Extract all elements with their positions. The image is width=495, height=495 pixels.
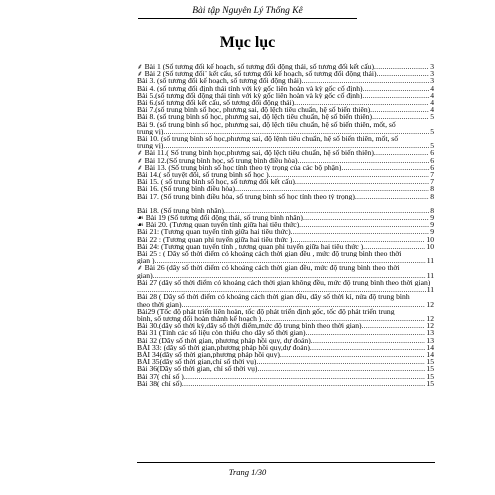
dot-leader <box>363 243 425 250</box>
toc-entry-text: theo thời gian) <box>137 300 182 308</box>
dot-leader <box>362 322 426 329</box>
dot-leader <box>235 185 429 192</box>
toc-page-number: 4 <box>430 106 434 114</box>
toc-entry-text: Bài 8. (số trung bình số học, phương sai, độ lệch tiêu chuẩn, hệ số biến thiên) <box>137 113 373 121</box>
toc-spacer <box>137 200 434 207</box>
toc-page-number: 13 <box>426 329 434 337</box>
toc-entry-text: Bài 31 (Tính các số liệu còn thiếu cho dãy số thời gian) <box>137 329 306 337</box>
toc-page-number: 14 <box>426 343 434 351</box>
toc-entry[interactable] <box>137 293 434 307</box>
toc-entry[interactable] <box>137 157 434 164</box>
toc-entry[interactable] <box>137 236 434 243</box>
toc-page-number: 15 <box>426 365 434 373</box>
toc-entry[interactable] <box>137 322 434 329</box>
toc-page-number: 7 <box>430 171 434 179</box>
toc-entry-text: Bài 21: (Tương quan tuyến tính giữa hai tiêu thức) <box>137 228 291 236</box>
dot-leader <box>372 113 429 120</box>
toc-page-number: 4 <box>430 91 434 100</box>
toc-entry-text: Bài 3. (số tương đối kế hoạch, số tương đối động thái) <box>137 77 302 85</box>
page-footer: Trang 1/30 <box>228 467 267 477</box>
dot-leader <box>261 315 425 322</box>
toc-entry[interactable] <box>137 214 434 221</box>
toc-entry[interactable] <box>137 92 434 99</box>
dot-leader <box>374 149 429 156</box>
toc-entry-text: Bài 18. (Số trung bình nhân) <box>137 206 224 215</box>
toc-page-number: 8 <box>430 206 434 215</box>
dot-leader <box>184 373 426 380</box>
toc-entry-text: Bài 7.(số trung bình số học, phương sai, độ lệch tiêu chuẩn, hệ số biến thiên) <box>137 106 371 114</box>
dot-leader <box>370 106 429 113</box>
dot-leader <box>362 92 429 99</box>
toc-entry[interactable] <box>137 358 434 365</box>
toc-page-number: 8 <box>430 192 434 200</box>
toc-page-number: 3 <box>430 63 434 71</box>
toc-entry[interactable] <box>137 70 434 77</box>
toc-entry-text: Bài29 (Tốc độ phát triển liên hoàn, tốc độ phát triển định gốc, tốc độ phát triển trung <box>137 307 395 315</box>
dot-leader <box>302 77 430 84</box>
toc-page-number: 10 <box>426 242 434 251</box>
toc-entry[interactable] <box>137 185 434 192</box>
toc-page-number: 3 <box>430 70 434 78</box>
toc-entry-text: Bài 10. (số trung bình số học,phương sai, độ lệnh tiêu chuẩn, hệ số biến thiên, mốt, số <box>137 135 399 143</box>
dot-leader <box>269 171 430 178</box>
toc-page-number: 4 <box>430 99 434 107</box>
toc-page-number: 10 <box>426 235 434 243</box>
toc-entry[interactable] <box>137 164 434 171</box>
dot-leader <box>303 214 429 221</box>
toc-entry-text: ☙ Bài 19 (Số tương đối động thái, số trung bình nhân) <box>137 214 303 222</box>
dot-leader <box>155 257 426 264</box>
toc-page-number: 6 <box>430 149 434 157</box>
toc-entry[interactable] <box>137 365 434 372</box>
toc-entry-text: BÀI 34(dãy số thời gian,phương pháp hồi quy) <box>137 350 280 359</box>
toc-entry[interactable] <box>137 207 434 214</box>
page-title: Mục lục <box>219 34 276 51</box>
toc-entry-text: Bài 6.(số tương đối kết cấu, số tương đối động thái) <box>137 99 295 107</box>
toc-entry-text: Bài 27 (dãy số thời điểm có khoảng cách thời gian không đều, mức độ trung bình theo thời gian) <box>137 278 431 287</box>
toc-entry-text: Bài 17. (Số trung bình điều hòa, số trung bình số học tính theo tỷ trọng) <box>137 192 355 200</box>
toc-entry[interactable] <box>137 337 434 344</box>
toc-entry[interactable] <box>137 193 434 200</box>
toc-entry-text: Bài 28 ( Dãy số thời điểm có khoảng cách thời gian đều, dãy số thời kì, nửa độ trung bình <box>137 293 410 301</box>
dot-leader <box>341 164 429 171</box>
toc-page-number: 11 <box>426 271 434 279</box>
table-of-contents <box>137 63 434 387</box>
toc-page-number: 15 <box>426 379 434 387</box>
toc-page-number: 11 <box>426 257 434 265</box>
dot-leader <box>224 207 429 214</box>
toc-page-number: 5 <box>430 142 434 150</box>
toc-entry[interactable] <box>137 106 434 113</box>
toc-entry[interactable] <box>137 149 434 156</box>
toc-entry[interactable] <box>137 77 434 84</box>
toc-entry-text: trung vị) <box>137 142 164 150</box>
toc-entry[interactable] <box>137 63 434 70</box>
toc-entry[interactable] <box>137 329 434 336</box>
toc-entry-text: BÀI 33: (dãy số thời gian,phương pháp hồi quy,dự đoán) <box>137 343 310 351</box>
toc-entry[interactable] <box>137 380 434 387</box>
dot-leader <box>291 228 430 235</box>
toc-page-number: 12 <box>426 322 434 330</box>
toc-entry[interactable] <box>137 308 434 322</box>
dot-leader <box>182 380 425 387</box>
toc-entry-text: ⸙ Bài 2 (Số tương đối¨ kết cấu, số tương đối kế hoạch, số tương đối động thái) <box>137 70 377 78</box>
toc-entry-text: Bài 37( chỉ số ) <box>137 372 184 380</box>
toc-page-number: 14 <box>426 350 434 359</box>
toc-entry-text: bình, số tương đối hoàn thành kế hoạch ) <box>137 314 262 323</box>
toc-page-number: 4 <box>430 84 434 92</box>
dot-leader <box>298 157 430 164</box>
toc-entry[interactable] <box>137 373 434 380</box>
toc-entry[interactable] <box>137 113 434 120</box>
toc-entry-text: Bài 9. (số trung bình số học, phương sai, độ lệch tiêu chuẩn, hệ số biến thiên, mốt, số <box>137 120 396 128</box>
toc-entry[interactable] <box>137 228 434 235</box>
toc-entry-text: Bài 25 : ( Dãy số thời điểm có khoảng cách thời gian đều , mức độ trung bình theo thời <box>137 250 402 258</box>
toc-page-number: 12 <box>426 314 434 323</box>
toc-entry-text: Bài 4. (số tương đối định thái tính với kỳ gốc liên hoàn và kỳ gốc cố định) <box>137 84 363 92</box>
dot-leader <box>294 99 429 106</box>
toc-entry[interactable] <box>137 178 434 185</box>
toc-page-number: 6 <box>430 156 434 164</box>
toc-page-number: 3 <box>430 77 434 85</box>
toc-entry-text: Bài 16. (Số trung bình điều hòa) <box>137 185 236 193</box>
dot-leader <box>257 365 425 372</box>
toc-entry-text: ⸙ Bài 12.(Số trung bình học, số trung bình điều hòa) <box>137 156 298 164</box>
footer-rule <box>137 462 435 463</box>
toc-entry[interactable] <box>137 250 434 264</box>
toc-page-number: 6 <box>430 163 434 172</box>
dot-leader <box>163 128 429 135</box>
toc-entry-text: gian ) <box>137 257 155 265</box>
dot-leader <box>311 337 426 344</box>
dot-leader <box>182 301 426 308</box>
header-rule <box>138 18 357 19</box>
toc-entry[interactable] <box>137 99 434 106</box>
toc-entry-text: ⸙ Bài 13. (Số trung bình số học tính theo tỷ trọng của các bộ phận) <box>137 163 342 172</box>
toc-entry[interactable] <box>137 85 434 92</box>
toc-page-number: 8 <box>430 185 434 193</box>
toc-entry-text: gian) <box>137 271 153 279</box>
toc-entry-text: BÀI 35(dãy số thời gian,chỉ số thời vụ) <box>137 358 257 366</box>
toc-page-number: 7 <box>430 178 434 186</box>
toc-page-number: 13 <box>426 336 434 344</box>
toc-entry[interactable] <box>137 135 434 149</box>
dot-leader <box>163 142 429 149</box>
dot-leader <box>306 329 426 336</box>
toc-entry-text: ☙ Bài 20. (Tương quan tuyến tính giữa hai tiêu thức) <box>137 221 300 229</box>
toc-page-number: 15 <box>426 372 434 380</box>
toc-entry-text: Bài 15. ( số trung bình số học, số tương đối kết cấu) <box>137 178 295 186</box>
toc-entry-text: Bài 5.(số tương đối động thái tính với kỳ gốc liên hoàn và kỳ gốc cố định) <box>137 91 363 100</box>
toc-entry[interactable] <box>137 279 434 293</box>
toc-entry-text: ⸙ Bài 26 (dãy số thời điểm có khoảng cách thời gian đều, mức độ trung bình theo thời <box>137 264 400 272</box>
toc-entry[interactable] <box>137 171 434 178</box>
toc-entry-text: Bài 22 : (Tương quan phi tuyến giữa hai tiêu thức ) <box>137 235 293 243</box>
toc-page-number: 5 <box>430 127 434 136</box>
toc-page-number: 11 <box>426 286 434 294</box>
toc-page-number: 12 <box>426 300 434 308</box>
toc-entry-text: Bài 32 (Dãy số thời gian, phương pháp hồi quy, dự đoán) <box>137 336 311 344</box>
dot-leader <box>374 63 429 70</box>
toc-entry-text: ⸙ Bài 1 (Số tương đối kế hoạch, số tương đối động thái, số tương đối kết cấu) <box>137 63 374 71</box>
toc-entry-text: Bài 38( chỉ số) <box>137 379 182 387</box>
toc-entry-text: Bài 24: (Tương quan tuyến tính , tương quan phi tuyến giữa hai tiêu thức ) <box>137 242 364 251</box>
dot-leader <box>153 272 426 279</box>
toc-page-number: 9 <box>430 228 434 236</box>
toc-entry-text: Bài 30.(dãy số thời kỳ,dãy số thời điểm,mức độ trung bình theo thời gian) <box>137 322 362 330</box>
dot-leader <box>280 351 425 358</box>
toc-entry[interactable] <box>137 264 434 278</box>
toc-page-number: 5 <box>430 113 434 121</box>
toc-entry[interactable] <box>137 243 434 250</box>
toc-entry[interactable] <box>137 221 434 228</box>
toc-entry[interactable] <box>137 344 434 351</box>
toc-page-number: 15 <box>426 358 434 366</box>
running-header: Bài tập Nguyên Lý Thống Kê <box>192 6 303 16</box>
dot-leader <box>292 236 425 243</box>
toc-entry[interactable] <box>137 121 434 135</box>
dot-leader <box>299 221 429 228</box>
toc-entry-text: Bài 36(Dãy số thời gian, chỉ số thời vụ) <box>137 365 258 373</box>
dot-leader <box>137 286 426 293</box>
toc-entry-text: ⸙ Bài 11.( Số trung bình học,phương sai, độ lệch tiêu chuẩn, hệ số biến thiên) <box>137 149 374 157</box>
toc-entry[interactable] <box>137 351 434 358</box>
dot-leader <box>310 344 426 351</box>
toc-entry-text: Bài 14.( số tuyệt đối, số trung bình số học ) <box>137 171 269 179</box>
dot-leader <box>363 85 430 92</box>
dot-leader <box>295 178 429 185</box>
toc-page-number: 9 <box>430 221 434 229</box>
toc-entry-text: trung vị) <box>137 127 164 136</box>
dot-leader <box>256 358 425 365</box>
toc-page-number: 9 <box>430 214 434 222</box>
dot-leader <box>377 70 430 77</box>
dot-leader <box>355 193 429 200</box>
